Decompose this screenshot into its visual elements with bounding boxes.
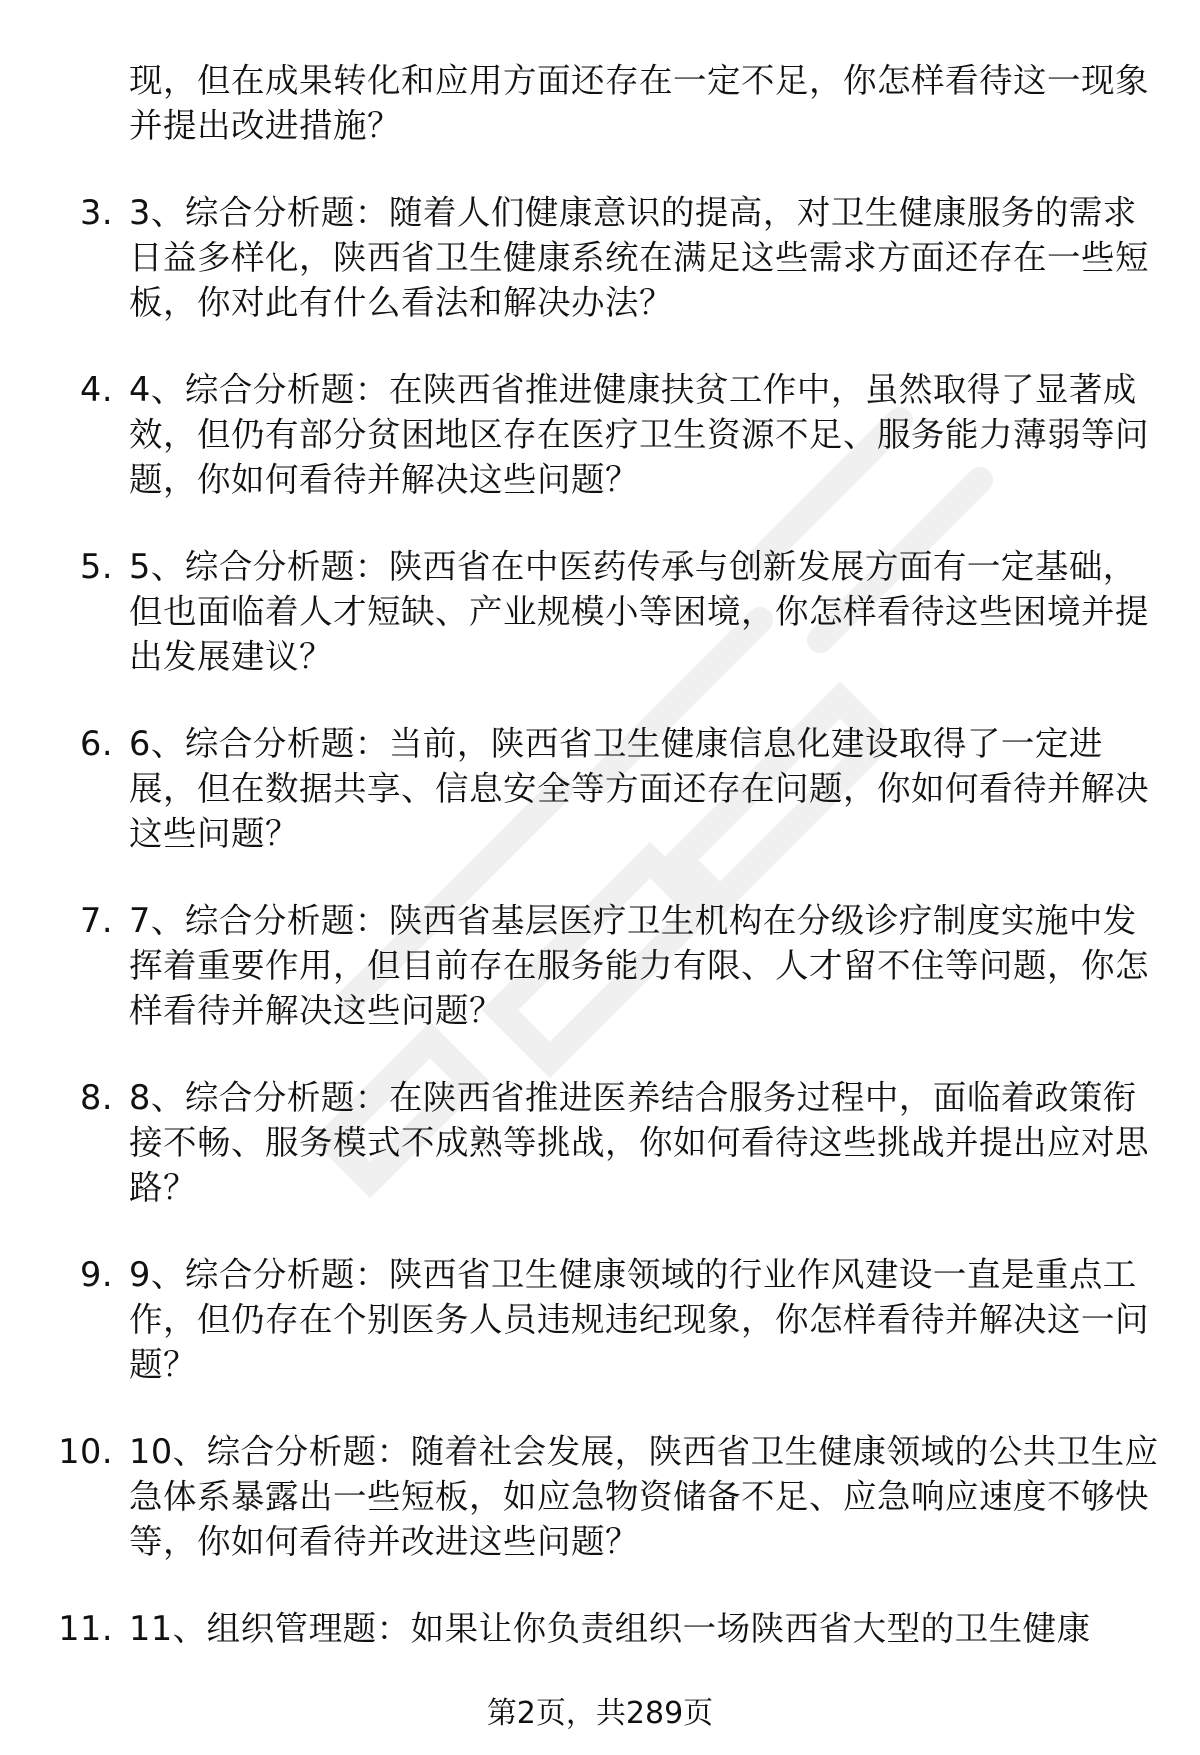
question-item xyxy=(80,721,1169,856)
item-number: 3. xyxy=(80,193,113,232)
item-text: 7、综合分析题：陕西省基层医疗卫生机构在分级诊疗制度实施中发挥着重要作用，但目前存在服务能力有限、人才留不住等问题，你怎样看待并解决这些问题？ xyxy=(129,901,1149,1030)
item-number: 5. xyxy=(80,547,113,586)
question-item xyxy=(58,1429,1169,1564)
question-item xyxy=(80,1075,1169,1210)
question-item xyxy=(80,1252,1169,1387)
question-item xyxy=(80,544,1169,679)
item-number: 6. xyxy=(80,724,113,763)
item-text: 5、综合分析题：陕西省在中医药传承与创新发展方面有一定基础，但也面临着人才短缺、产业规模小等困境，你怎样看待这些困境并提出发展建议？ xyxy=(129,547,1149,676)
item-text: 10、综合分析题：随着社会发展，陕西省卫生健康领域的公共卫生应急体系暴露出一些短板，如应急物资储备不足、应急响应速度不够快等，你如何看待并改进这些问题？ xyxy=(129,1432,1159,1561)
item-number: 4. xyxy=(80,370,113,409)
item-text: 4、综合分析题：在陕西省推进健康扶贫工作中，虽然取得了显著成效，但仍有部分贫困地区存在医疗卫生资源不足、服务能力薄弱等问题，你如何看待并解决这些问题？ xyxy=(129,370,1149,499)
item-number: 10. xyxy=(58,1432,113,1471)
question-item xyxy=(58,1606,1169,1651)
item-text: 3、综合分析题：随着人们健康意识的提高，对卫生健康服务的需求日益多样化，陕西省卫生健康系统在满足这些需求方面还存在一些短板，你对此有什么看法和解决办法？ xyxy=(129,193,1149,322)
item-text: 11、组织管理题：如果让你负责组织一场陕西省大型的卫生健康 xyxy=(129,1609,1091,1648)
item-text: 9、综合分析题：陕西省卫生健康领域的行业作风建设一直是重点工作，但仍存在个别医务人员违规违纪现象，你怎样看待并解决这一问题？ xyxy=(129,1255,1149,1384)
item-number: 8. xyxy=(80,1078,113,1117)
item-text: 6、综合分析题：当前，陕西省卫生健康信息化建设取得了一定进展，但在数据共享、信息安全等方面还存在问题，你如何看待并解决这些问题？ xyxy=(129,724,1149,853)
page-footer: 第2页，共289页 xyxy=(486,1696,714,1731)
question-item xyxy=(80,190,1169,325)
item-number: 11. xyxy=(58,1609,113,1648)
item-text: 8、综合分析题：在陕西省推进医养结合服务过程中，面临着政策衔接不畅、服务模式不成熟等挑战，你如何看待这些挑战并提出应对思路？ xyxy=(129,1078,1149,1207)
document-body xyxy=(0,58,1200,1693)
item-number: 9. xyxy=(80,1255,113,1294)
continued-paragraph: 现，但在成果转化和应用方面还存在一定不足，你怎样看待这一现象并提出改进措施？ xyxy=(129,61,1149,145)
item-number: 7. xyxy=(80,901,113,940)
question-item xyxy=(80,898,1169,1033)
question-item xyxy=(80,367,1169,502)
